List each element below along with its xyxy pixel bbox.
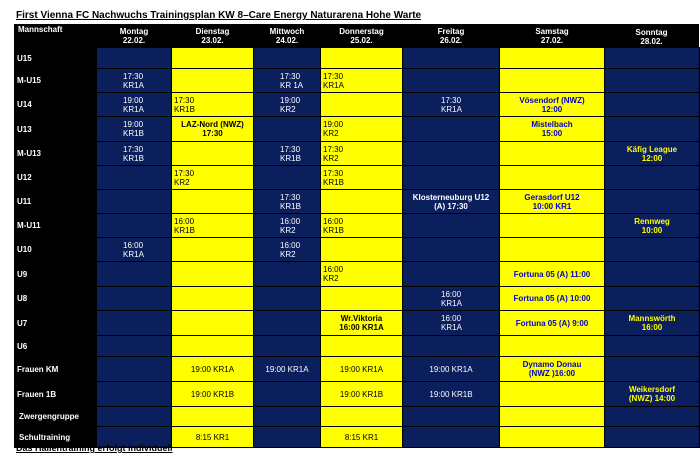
table-row xyxy=(15,69,700,93)
cell-sun xyxy=(605,357,700,382)
cell-sun xyxy=(605,69,700,93)
cell-fri xyxy=(403,238,500,262)
cell-tue: 8:15 KR1 xyxy=(172,427,254,448)
cell-fri xyxy=(403,48,500,69)
cell-tue xyxy=(172,287,254,311)
footer-note: Das Hallentraining erfolgt individuell xyxy=(16,443,173,453)
cell-sun xyxy=(605,166,700,190)
table-row xyxy=(15,93,700,117)
cell-fri xyxy=(403,214,500,238)
team-cell: U15 xyxy=(15,48,97,69)
cell-sat xyxy=(500,48,605,69)
cell-wed: 16:00 KR2 xyxy=(254,214,321,238)
cell-mon xyxy=(97,357,172,382)
cell-fri xyxy=(403,166,500,190)
table-row xyxy=(15,407,700,427)
cell-mon xyxy=(97,382,172,407)
cell-thu: 17:30 KR2 xyxy=(321,142,403,166)
cell-fri xyxy=(403,142,500,166)
cell-mon: 17:30 KR1B xyxy=(97,142,172,166)
cell-fri xyxy=(403,69,500,93)
table-row xyxy=(15,142,700,166)
page-title: First Vienna FC Nachwuchs Trainingsplan KW 8–Care Energy Naturarena Hohe Warte xyxy=(16,10,422,21)
day-header-tuesday: Dienstag 23.02. xyxy=(172,25,254,48)
cell-fri: 19:00 KR1B xyxy=(403,382,500,407)
cell-mon: 19:00 KR1A xyxy=(97,93,172,117)
table-row xyxy=(15,214,700,238)
cell-sat xyxy=(500,214,605,238)
cell-wed: 19:00 KR1A xyxy=(254,357,321,382)
cell-thu xyxy=(321,336,403,357)
cell-sat xyxy=(500,427,605,448)
cell-mon xyxy=(97,287,172,311)
table-row xyxy=(15,190,700,214)
cell-wed xyxy=(254,427,321,448)
cell-fri: 19:00 KR1A xyxy=(403,357,500,382)
team-cell: U14 xyxy=(15,93,97,117)
team-cell: Zwergengruppe xyxy=(15,407,97,427)
team-cell: U7 xyxy=(15,311,97,336)
day-header-monday: Montag 22.02. xyxy=(97,25,172,48)
team-cell: Frauen 1B xyxy=(15,382,97,407)
cell-tue: 16:00 KR1B xyxy=(172,214,254,238)
cell-fri: 16:00 KR1A xyxy=(403,311,500,336)
cell-sat xyxy=(500,382,605,407)
team-column-header: Mannschaft xyxy=(15,25,97,48)
cell-mon xyxy=(97,311,172,336)
day-header-saturday: Samstag 27.02. xyxy=(500,25,605,48)
cell-sat: Fortuna 05 (A) 9:00 xyxy=(500,311,605,336)
cell-sun xyxy=(605,238,700,262)
cell-sat xyxy=(500,407,605,427)
cell-mon: 16:00 KR1A xyxy=(97,238,172,262)
cell-thu xyxy=(321,287,403,311)
cell-fri xyxy=(403,407,500,427)
table-row xyxy=(15,357,700,382)
cell-tue xyxy=(172,142,254,166)
cell-tue xyxy=(172,190,254,214)
day-header-wednesday: Mittwoch 24.02. xyxy=(254,25,321,48)
cell-wed xyxy=(254,382,321,407)
cell-thu: 16:00 KR1B xyxy=(321,214,403,238)
cell-thu xyxy=(321,48,403,69)
cell-thu xyxy=(321,93,403,117)
cell-tue: 19:00 KR1A xyxy=(172,357,254,382)
cell-sat: Fortuna 05 (A) 11:00 xyxy=(500,262,605,287)
cell-sun xyxy=(605,117,700,142)
table-row xyxy=(15,382,700,407)
cell-mon xyxy=(97,336,172,357)
cell-sat: Fortuna 05 (A) 10:00 xyxy=(500,287,605,311)
cell-sun: Rennweg 10:00 xyxy=(605,214,700,238)
cell-wed: 16:00 KR2 xyxy=(254,238,321,262)
cell-thu: 19:00 KR1A xyxy=(321,357,403,382)
cell-sun xyxy=(605,407,700,427)
table-row xyxy=(15,117,700,142)
schedule-body xyxy=(14,47,700,448)
cell-wed: 17:30 KR1B xyxy=(254,190,321,214)
cell-fri: Klosterneuburg U12 (A) 17:30 xyxy=(403,190,500,214)
cell-wed xyxy=(254,287,321,311)
cell-sun xyxy=(605,336,700,357)
cell-tue xyxy=(172,238,254,262)
cell-mon xyxy=(97,214,172,238)
training-schedule-table xyxy=(14,24,605,48)
cell-fri: 16:00 KR1A xyxy=(403,287,500,311)
cell-wed xyxy=(254,407,321,427)
cell-sat xyxy=(500,69,605,93)
cell-thu: 8:15 KR1 xyxy=(321,427,403,448)
table-row xyxy=(15,262,700,287)
team-cell: U8 xyxy=(15,287,97,311)
cell-sun xyxy=(605,93,700,117)
cell-thu: 19:00 KR2 xyxy=(321,117,403,142)
table-row xyxy=(15,238,700,262)
cell-thu xyxy=(321,407,403,427)
cell-wed xyxy=(254,311,321,336)
cell-tue: 17:30 KR2 xyxy=(172,166,254,190)
team-cell: U6 xyxy=(15,336,97,357)
cell-tue: 17:30 KR1B xyxy=(172,93,254,117)
cell-tue xyxy=(172,48,254,69)
table-row xyxy=(15,48,700,69)
cell-fri xyxy=(403,262,500,287)
cell-mon xyxy=(97,166,172,190)
cell-sun xyxy=(605,287,700,311)
cell-wed: 17:30 KR1B xyxy=(254,142,321,166)
cell-sat xyxy=(500,142,605,166)
cell-tue xyxy=(172,262,254,287)
cell-wed xyxy=(254,166,321,190)
cell-tue xyxy=(172,69,254,93)
cell-thu: 17:30 KR1B xyxy=(321,166,403,190)
cell-mon xyxy=(97,190,172,214)
team-cell: U11 xyxy=(15,190,97,214)
cell-tue: LAZ-Nord (NWZ) 17:30 xyxy=(172,117,254,142)
table-row xyxy=(15,166,700,190)
cell-sun: Käfig League 12:00 xyxy=(605,142,700,166)
cell-sun: Mannswörth 16:00 xyxy=(605,311,700,336)
cell-tue xyxy=(172,407,254,427)
cell-mon xyxy=(97,48,172,69)
table-row xyxy=(15,287,700,311)
header-row xyxy=(15,25,605,48)
team-cell: U9 xyxy=(15,262,97,287)
cell-tue xyxy=(172,336,254,357)
cell-mon: 17:30 KR1A xyxy=(97,69,172,93)
cell-sat: Gerasdorf U12 10:00 KR1 xyxy=(500,190,605,214)
cell-tue: 19:00 KR1B xyxy=(172,382,254,407)
team-cell: M-U13 xyxy=(15,142,97,166)
cell-sat: Vösendorf (NWZ) 12:00 xyxy=(500,93,605,117)
cell-thu: 16:00 KR2 xyxy=(321,262,403,287)
team-cell: U13 xyxy=(15,117,97,142)
cell-mon xyxy=(97,262,172,287)
cell-sun xyxy=(605,48,700,69)
cell-sat xyxy=(500,166,605,190)
cell-sat: Dynamo Donau (NWZ )16:00 xyxy=(500,357,605,382)
table-row xyxy=(15,336,700,357)
cell-sun xyxy=(605,262,700,287)
cell-sat: Mistelbach 15:00 xyxy=(500,117,605,142)
cell-wed xyxy=(254,336,321,357)
cell-wed: 19:00 KR2 xyxy=(254,93,321,117)
cell-fri: 17:30 KR1A xyxy=(403,93,500,117)
cell-wed xyxy=(254,262,321,287)
day-header-sunday: Sonntag 28.02. xyxy=(604,24,699,48)
cell-sat xyxy=(500,336,605,357)
day-header-thursday: Donnerstag 25.02. xyxy=(321,25,403,48)
cell-sun: Weikersdorf (NWZ) 14:00 xyxy=(605,382,700,407)
team-cell: U10 xyxy=(15,238,97,262)
table-row xyxy=(15,311,700,336)
cell-wed: 17:30 KR 1A xyxy=(254,69,321,93)
cell-fri xyxy=(403,336,500,357)
cell-thu xyxy=(321,238,403,262)
cell-thu xyxy=(321,190,403,214)
cell-mon: 19:00 KR1B xyxy=(97,117,172,142)
day-header-friday: Freitag 26.02. xyxy=(403,25,500,48)
team-cell: M-U15 xyxy=(15,69,97,93)
team-cell: Frauen KM xyxy=(15,357,97,382)
cell-wed xyxy=(254,48,321,69)
cell-thu: 17:30 KR1A xyxy=(321,69,403,93)
cell-thu: 19:00 KR1B xyxy=(321,382,403,407)
cell-sun xyxy=(605,427,700,448)
cell-sat xyxy=(500,238,605,262)
cell-wed xyxy=(254,117,321,142)
team-cell: U12 xyxy=(15,166,97,190)
team-cell: Schultraining xyxy=(15,427,97,448)
team-cell: M-U11 xyxy=(15,214,97,238)
cell-thu: Wr.Viktoria 16:00 KR1A xyxy=(321,311,403,336)
cell-sun xyxy=(605,190,700,214)
cell-tue xyxy=(172,311,254,336)
cell-fri xyxy=(403,427,500,448)
cell-mon xyxy=(97,407,172,427)
cell-fri xyxy=(403,117,500,142)
